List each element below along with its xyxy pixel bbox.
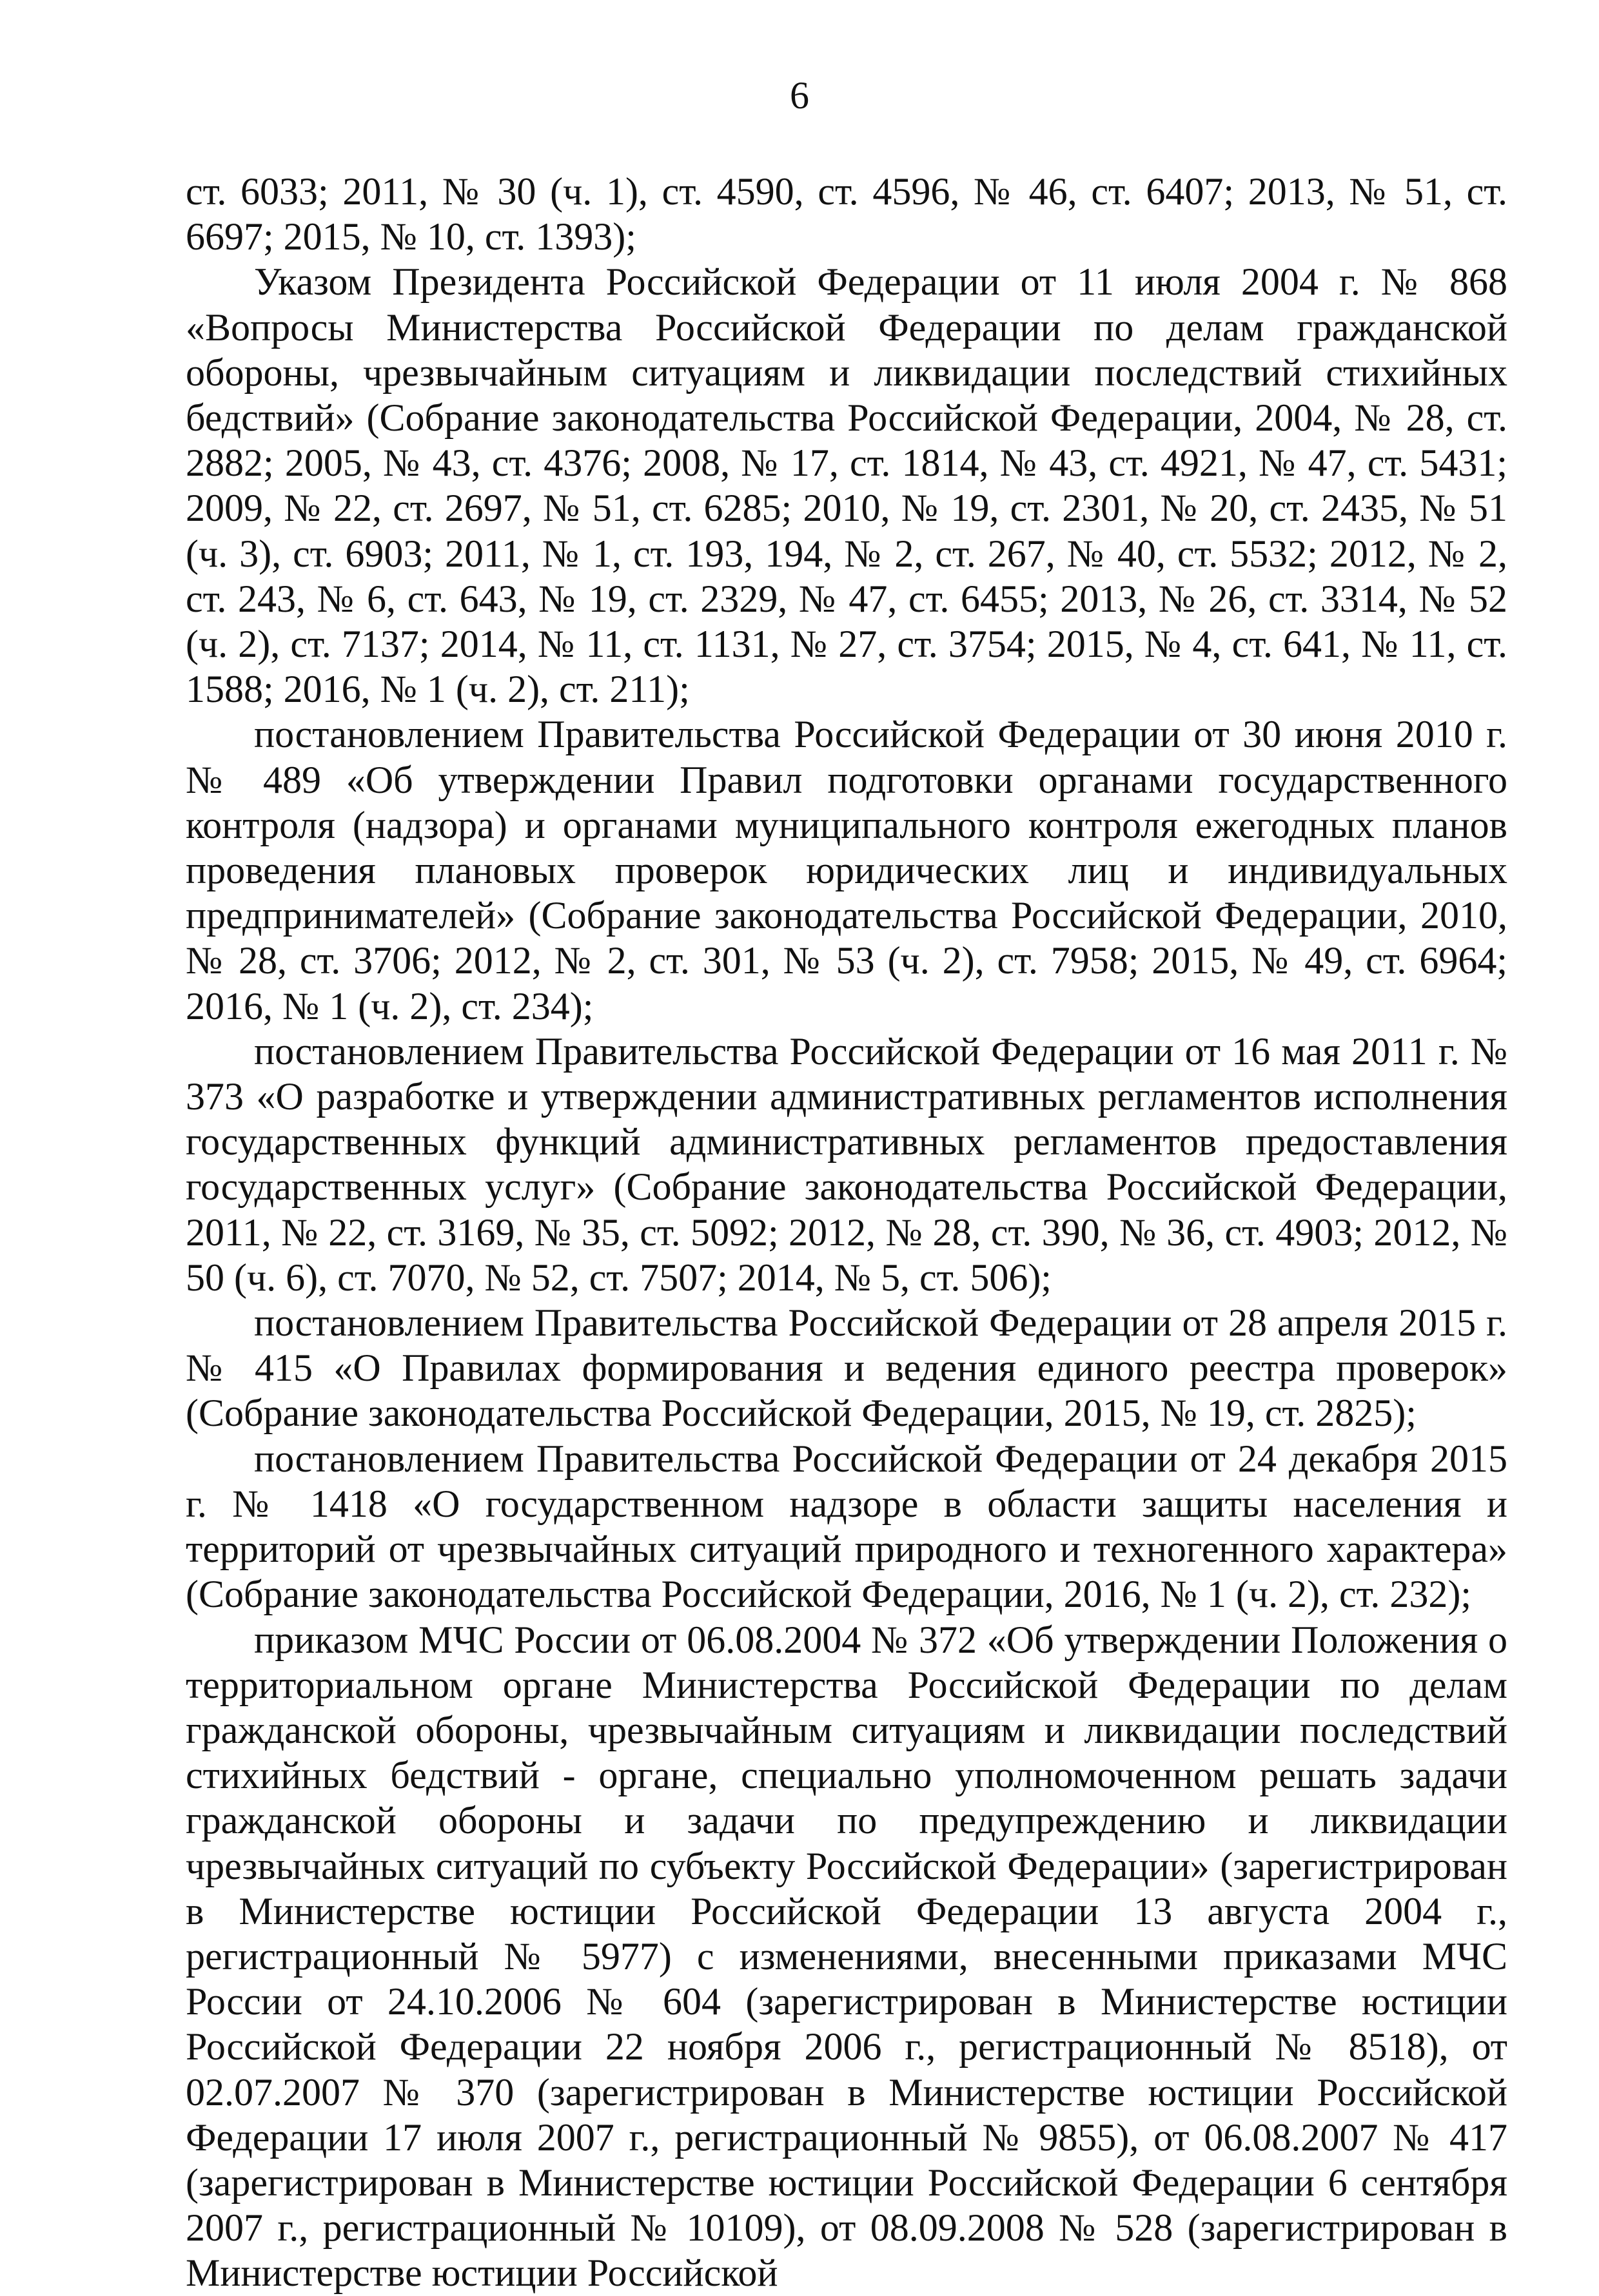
paragraph-government-resolution-373: постановлением Правительства Российской Федерации от 16 мая 2011 г. № 373 «О разработке и утверждении административных регламентов исполнения государственных функций административных регламентов предоставления государственных услуг» (Собрание законодательства Российской Федерации, 2011, № 22, ст. 3169, № 35, ст. 5092; 2012, № 28, ст. 390, № 36, ст. 4903; 2012, № 50 (ч. 6), ст. 7070, № 52, ст. 7507; 2014, № 5, ст. 506); xyxy=(186,1029,1507,1299)
document-body xyxy=(186,169,1507,2296)
page-number: 6 xyxy=(790,74,809,117)
paragraph-continuation: ст. 6033; 2011, № 30 (ч. 1), ст. 4590, ст. 4596, № 46, ст. 6407; 2013, № 51, ст. 6697; 2015, № 10, ст. 1393); xyxy=(186,170,1507,258)
paragraph-presidential-decree: Указом Президента Российской Федерации от 11 июля 2004 г. № 868 «Вопросы Министерства Российской Федерации по делам гражданской обороны, чрезвычайным ситуациям и ликвидации последствий стихийных бедствий» (Собрание законодательства Российской Федерации, 2004, № 28, ст. 2882; 2005, № 43, ст. 4376; 2008, № 17, ст. 1814, № 43, ст. 4921, № 47, ст. 5431; 2009, № 22, ст. 2697, № 51, ст. 6285; 2010, № 19, ст. 2301, № 20, ст. 2435, № 51 (ч. 3), ст. 6903; 2011, № 1, ст. 193, 194, № 2, ст. 267, № 40, ст. 5532; 2012, № 2, ст. 243, № 6, ст. 643, № 19, ст. 2329, № 47, ст. 6455; 2013, № 26, ст. 3314, № 52 (ч. 2), ст. 7137; 2014, № 11, ст. 1131, № 27, ст. 3754; 2015, № 4, ст. 641, № 11, ст. 1588; 2016, № 1 (ч. 2), ст. 211); xyxy=(186,260,1507,711)
paragraph-government-resolution-1418: постановлением Правительства Российской Федерации от 24 декабря 2015 г. № 1418 «О государственном надзоре в области защиты населения и территорий от чрезвычайных ситуаций природного и техногенного характера» (Собрание законодательства Российской Федерации, 2016, № 1 (ч. 2), ст. 232); xyxy=(186,1437,1507,1616)
paragraph-government-resolution-415: постановлением Правительства Российской Федерации от 28 апреля 2015 г. № 415 «О Правилах формирования и ведения единого реестра проверок» (Собрание законодательства Российской Федерации, 2015, № 19, ст. 2825); xyxy=(186,1301,1507,1435)
paragraph-government-resolution-489: постановлением Правительства Российской Федерации от 30 июня 2010 г. № 489 «Об утверждении Правил подготовки органами государственного контроля (надзора) и органами муниципального контроля ежегодных планов проведения плановых проверок юридических лиц и индивидуальных предпринимателей» (Собрание законодательства Российской Федерации, 2010, № 28, ст. 3706; 2012, № 2, ст. 301, № 53 (ч. 2), ст. 7958; 2015, № 49, ст. 6964; 2016, № 1 (ч. 2), ст. 234); xyxy=(186,713,1507,1027)
paragraph-mchs-order-372: приказом МЧС России от 06.08.2004 № 372 «Об утверждении Положения о территориальном органе Министерства Российской Федерации по делам гражданской обороны, чрезвычайным ситуациям и ликвидации последствий стихийных бедствий - органе, специально уполномоченном решать задачи гражданской обороны и задачи по предупреждению и ликвидации чрезвычайных ситуаций по субъекту Российской Федерации» (зарегистрирован в Министерстве юстиции Российской Федерации 13 августа 2004 г., регистрационный № 5977) с изменениями, внесенными приказами МЧС России от 24.10.2006 № 604 (зарегистрирован в Министерстве юстиции Российской Федерации 22 ноября 2006 г., регистрационный № 8518), от 02.07.2007 № 370 (зарегистрирован в Министерстве юстиции Российской Федерации 17 июля 2007 г., регистрационный № 9855), от 06.08.2007 № 417 (зарегистрирован в Министерстве юстиции Российской Федерации 6 сентября 2007 г., регистрационный № 10109), от 08.09.2008 № 528 (зарегистрирован в Министерстве юстиции Российской xyxy=(186,1618,1507,2295)
